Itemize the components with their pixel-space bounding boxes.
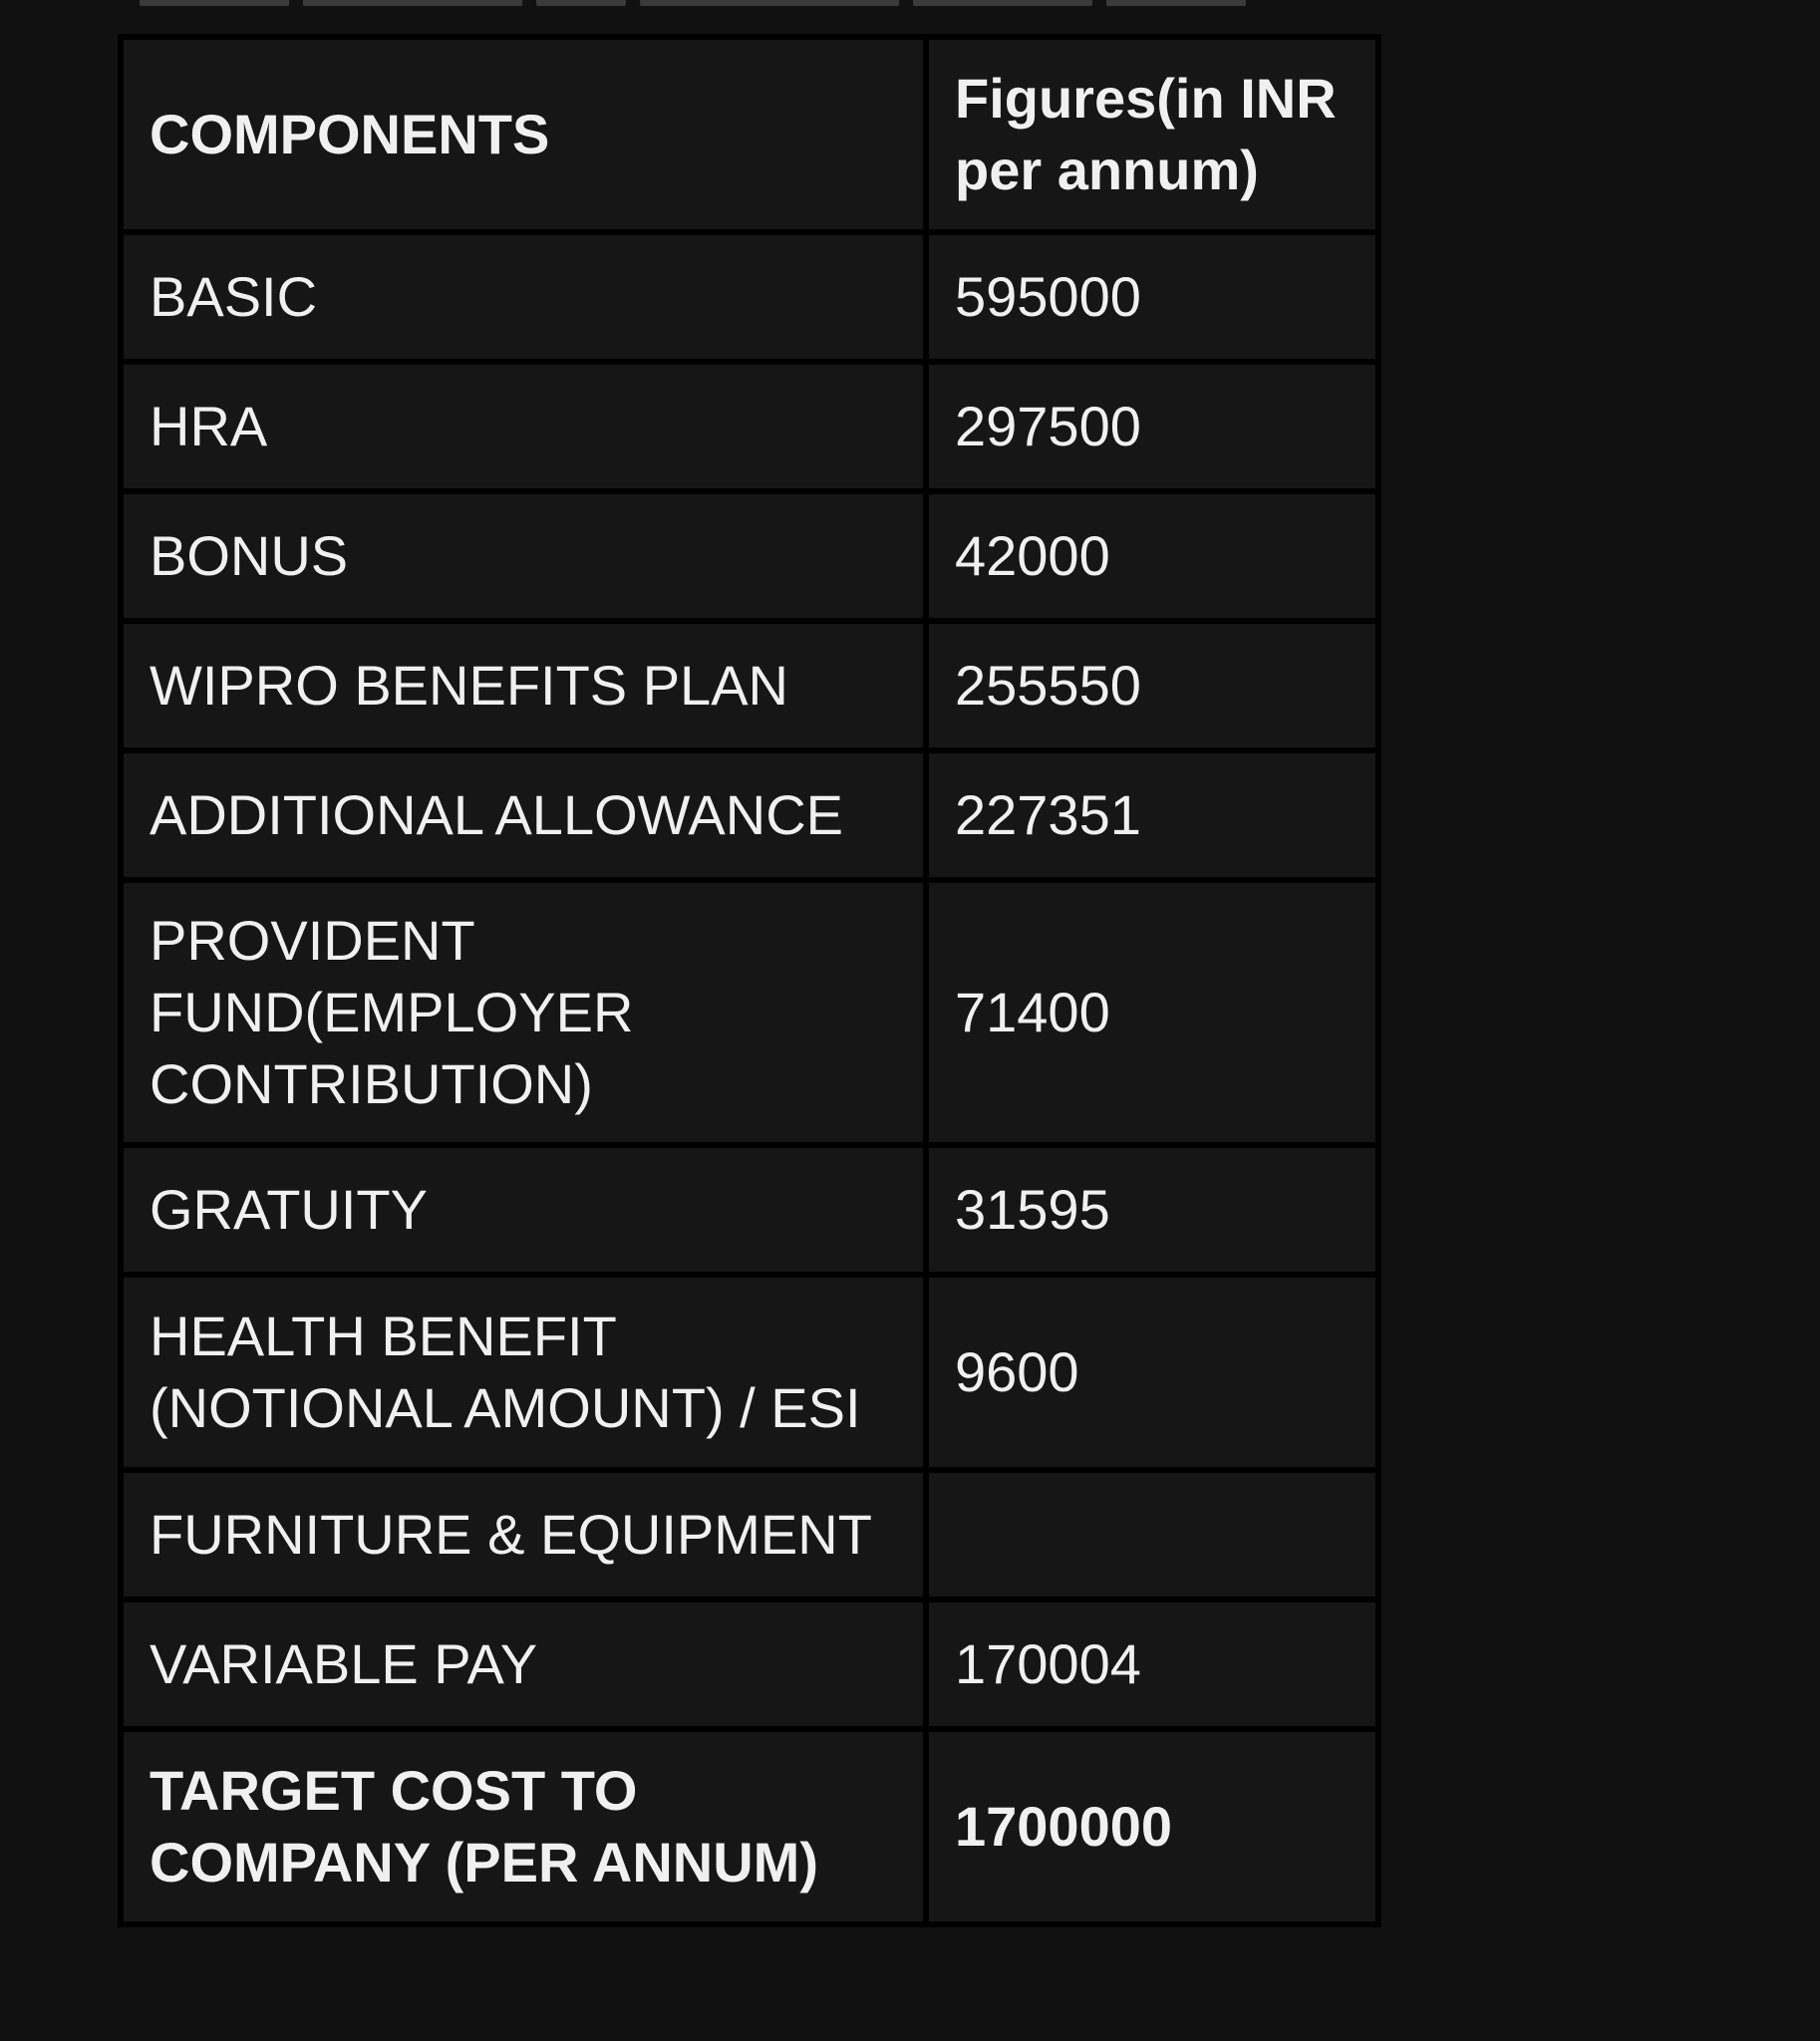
- salary-breakup-table: [118, 34, 1381, 1927]
- row-component: [121, 1729, 926, 1924]
- row-value-total: 1700000: [926, 1729, 1378, 1924]
- salary-breakup-table-container: [118, 34, 1375, 1927]
- row-component-line1: PROVIDENT: [150, 909, 475, 972]
- row-component: BONUS: [121, 491, 926, 621]
- table-row-hra: [121, 362, 1378, 491]
- table-row-additional-allowance: [121, 750, 1378, 880]
- table-row-wipro-benefits-plan: [121, 621, 1378, 750]
- row-value: 595000: [926, 232, 1378, 362]
- header-components: COMPONENTS: [121, 37, 926, 232]
- row-component: VARIABLE PAY: [121, 1600, 926, 1729]
- table-row-bonus: [121, 491, 1378, 621]
- table-row-health-benefit: [121, 1275, 1378, 1470]
- cropped-text-fragment: [140, 0, 1276, 6]
- row-value: 71400: [926, 880, 1378, 1145]
- row-value: 31595: [926, 1145, 1378, 1275]
- table-header-row: [121, 37, 1378, 232]
- table-row-furniture-equipment: [121, 1470, 1378, 1600]
- row-component: FURNITURE & EQUIPMENT: [121, 1470, 926, 1600]
- row-value: 297500: [926, 362, 1378, 491]
- row-component: WIPRO BENEFITS PLAN: [121, 621, 926, 750]
- row-value: 255550: [926, 621, 1378, 750]
- header-figures-line1: Figures(in INR: [955, 67, 1337, 130]
- row-component: HRA: [121, 362, 926, 491]
- table-row-target-ctc: [121, 1729, 1378, 1924]
- row-component-line2: (NOTIONAL AMOUNT) / ESI: [150, 1376, 861, 1439]
- header-figures-line2: per annum): [955, 139, 1259, 201]
- row-value: 9600: [926, 1275, 1378, 1470]
- row-value: [926, 1470, 1378, 1600]
- row-component-line3: CONTRIBUTION): [150, 1052, 593, 1115]
- row-component-line2: FUND(EMPLOYER: [150, 981, 634, 1043]
- row-component-line2: COMPANY (PER ANNUM): [150, 1831, 818, 1894]
- row-value: 42000: [926, 491, 1378, 621]
- table-row-gratuity: [121, 1145, 1378, 1275]
- table-row-provident-fund: [121, 880, 1378, 1145]
- row-value: 170004: [926, 1600, 1378, 1729]
- row-component: [121, 880, 926, 1145]
- row-component: [121, 1275, 926, 1470]
- table-row-basic: [121, 232, 1378, 362]
- row-value: 227351: [926, 750, 1378, 880]
- row-component: GRATUITY: [121, 1145, 926, 1275]
- row-component: ADDITIONAL ALLOWANCE: [121, 750, 926, 880]
- row-component-line1: HEALTH BENEFIT: [150, 1305, 617, 1367]
- table-row-variable-pay: [121, 1600, 1378, 1729]
- row-component: BASIC: [121, 232, 926, 362]
- row-component-line1: TARGET COST TO: [150, 1759, 638, 1822]
- header-figures: [926, 37, 1378, 232]
